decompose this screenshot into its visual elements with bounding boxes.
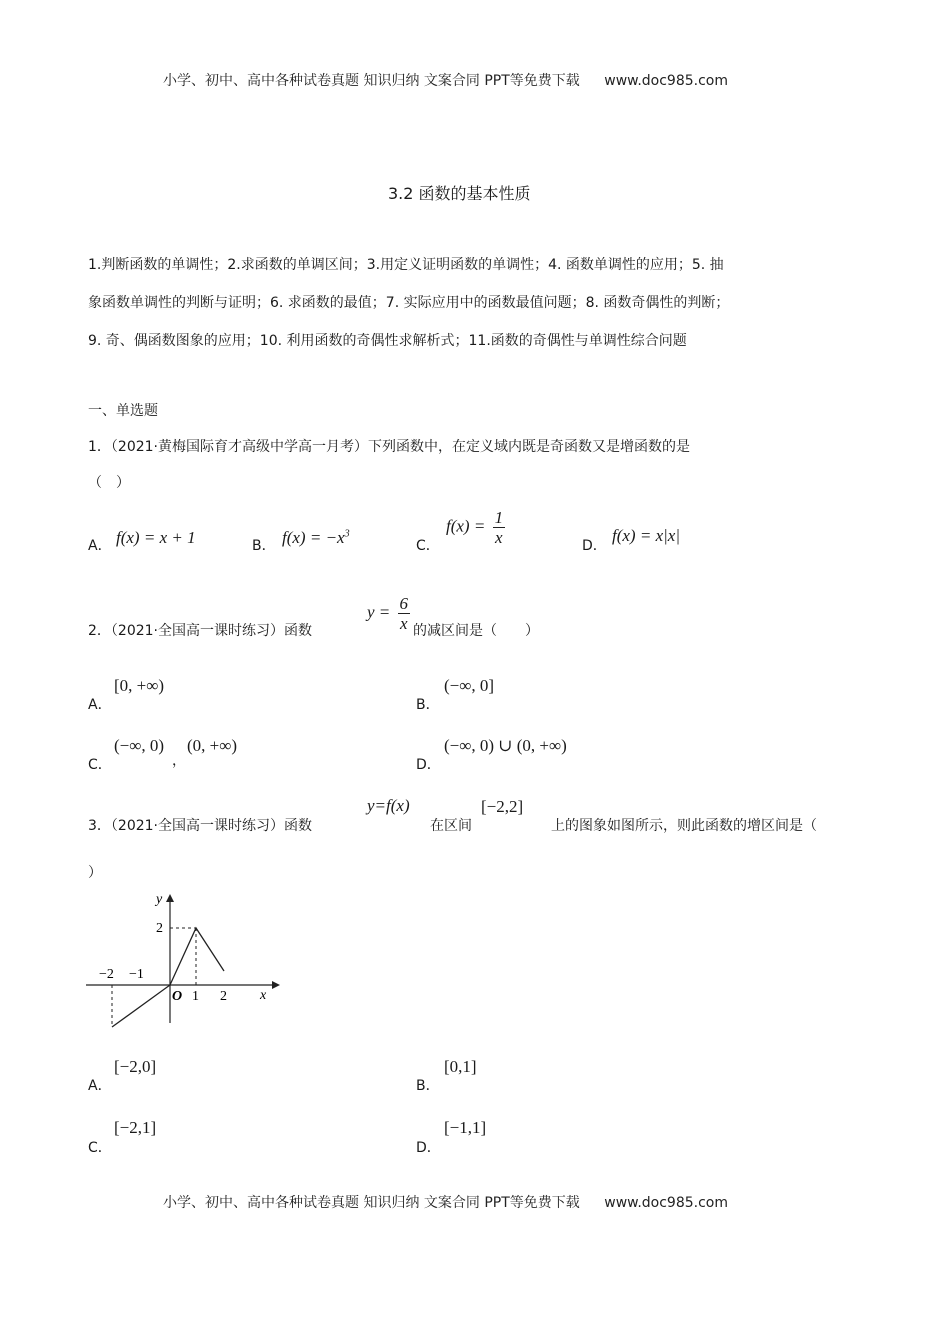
- page-footer: [163, 1192, 728, 1212]
- question-2-stem-suffix: 的减区间是（ ）: [413, 623, 539, 639]
- topics-line-2: 象函数单调性的判断与证明；6. 求函数的最值；7. 实际应用中的函数最值问题；8. 函数奇偶性的判断；: [88, 295, 730, 311]
- q1-option-c-expr: [446, 508, 505, 547]
- q1-option-b-label: B．: [252, 538, 276, 554]
- q1-option-c-denominator: x: [495, 528, 503, 547]
- x-tick-2: 2: [220, 989, 227, 1004]
- question-3-stem-mid: 在区间: [430, 818, 472, 834]
- q2-option-b-label: B．: [416, 697, 440, 713]
- x-tick-neg1: −1: [129, 967, 144, 982]
- q3-option-a-label: A．: [88, 1078, 112, 1094]
- question-3-stem-suffix: 上的图象如图所示，则此函数的增区间是（: [551, 818, 817, 834]
- page-header: [163, 70, 728, 90]
- q1-option-d-label: D．: [582, 538, 607, 554]
- q1-option-b-expr: [282, 528, 350, 548]
- question-3-stem-prefix: 3．（2021·全国高一课时练习）函数: [88, 818, 312, 834]
- x-tick-neg2: −2: [99, 967, 114, 982]
- q2-option-b-expr: (−∞, 0]: [444, 676, 495, 695]
- q2-option-d-expr: (−∞, 0) ∪ (0, +∞): [444, 736, 567, 755]
- y-axis-arrow: [166, 894, 174, 902]
- q2-option-c-separator: ，: [172, 753, 186, 769]
- q3-option-b-expr: [0,1]: [444, 1057, 477, 1076]
- header-url[interactable]: www.doc985.com: [604, 73, 728, 89]
- q1-option-c-numerator: 1: [494, 508, 504, 527]
- q2-option-a-label: A．: [88, 697, 112, 713]
- q2-lhs: y =: [367, 602, 391, 622]
- footer-url[interactable]: www.doc985.com: [604, 1195, 728, 1211]
- section-heading: 一、单选题: [88, 403, 158, 419]
- q2-denominator: x: [400, 614, 408, 633]
- q3-interval: [−2,2]: [481, 797, 524, 816]
- question-1-paren: （ ）: [88, 475, 130, 491]
- footer-text: 小学、初中、高中各种试卷真题 知识归纳 文案合同 PPT等免费下载: [163, 1195, 580, 1211]
- q1-option-b-base: f(x) = −x: [282, 528, 345, 547]
- origin-label: O: [172, 989, 183, 1004]
- y-tick-2: 2: [156, 921, 163, 936]
- q1-option-b-exponent: 3: [344, 528, 350, 540]
- question-3-stem-end: ）: [88, 865, 102, 881]
- q3-option-d-label: D．: [416, 1140, 441, 1156]
- question-2-stem-prefix: 2．（2021·全国高一课时练习）函数: [88, 623, 312, 639]
- topics-line-3: 9. 奇、偶函数图象的应用；10. 利用函数的奇偶性求解析式；11.函数的奇偶性与单调性综合问题: [88, 333, 687, 349]
- q1-option-a-expr: f(x) = x + 1: [116, 528, 196, 547]
- q1-option-c-lhs: f(x) =: [446, 516, 486, 536]
- header-text: 小学、初中、高中各种试卷真题 知识归纳 文案合同 PPT等免费下载: [163, 73, 580, 89]
- q3-option-b-label: B．: [416, 1078, 440, 1094]
- q2-option-a-expr: [0, +∞): [114, 676, 165, 695]
- q3-option-c-label: C．: [88, 1140, 112, 1156]
- x-tick-1: 1: [192, 989, 199, 1004]
- q2-option-c-expr1: (−∞, 0): [114, 736, 165, 755]
- q2-option-c-label: C．: [88, 757, 112, 773]
- q1-option-c-label: C．: [416, 538, 440, 554]
- topics-line-1: 1.判断函数的单调性；2.求函数的单调区间；3.用定义证明函数的单调性；4. 函数单调性的应用；5. 抽: [88, 257, 724, 273]
- q2-function: [367, 594, 410, 633]
- page-title: 3.2 函数的基本性质: [388, 184, 531, 203]
- q1-option-a-label: A．: [88, 538, 112, 554]
- q1-option-c-fraction: [493, 508, 506, 547]
- q3-option-c-expr: [−2,1]: [114, 1118, 157, 1137]
- q2-option-c-expr2: (0, +∞): [187, 736, 238, 755]
- question-1-stem: 1．（2021·黄梅国际育才高级中学高一月考）下列函数中，在定义域内既是奇函数又是增函数的是: [88, 439, 690, 455]
- y-axis-label: y: [156, 892, 163, 907]
- q2-numerator: 6: [399, 594, 409, 613]
- q2-fraction: [398, 594, 411, 633]
- x-axis-label: x: [260, 988, 267, 1003]
- q1-option-d-expr: f(x) = x|x|: [612, 526, 680, 545]
- q3-graph: [86, 888, 286, 1033]
- q3-option-a-expr: [−2,0]: [114, 1057, 157, 1076]
- q3-option-d-expr: [−1,1]: [444, 1118, 487, 1137]
- x-axis-arrow: [272, 981, 280, 989]
- q3-function: y=f(x): [367, 796, 410, 815]
- q2-option-d-label: D．: [416, 757, 441, 773]
